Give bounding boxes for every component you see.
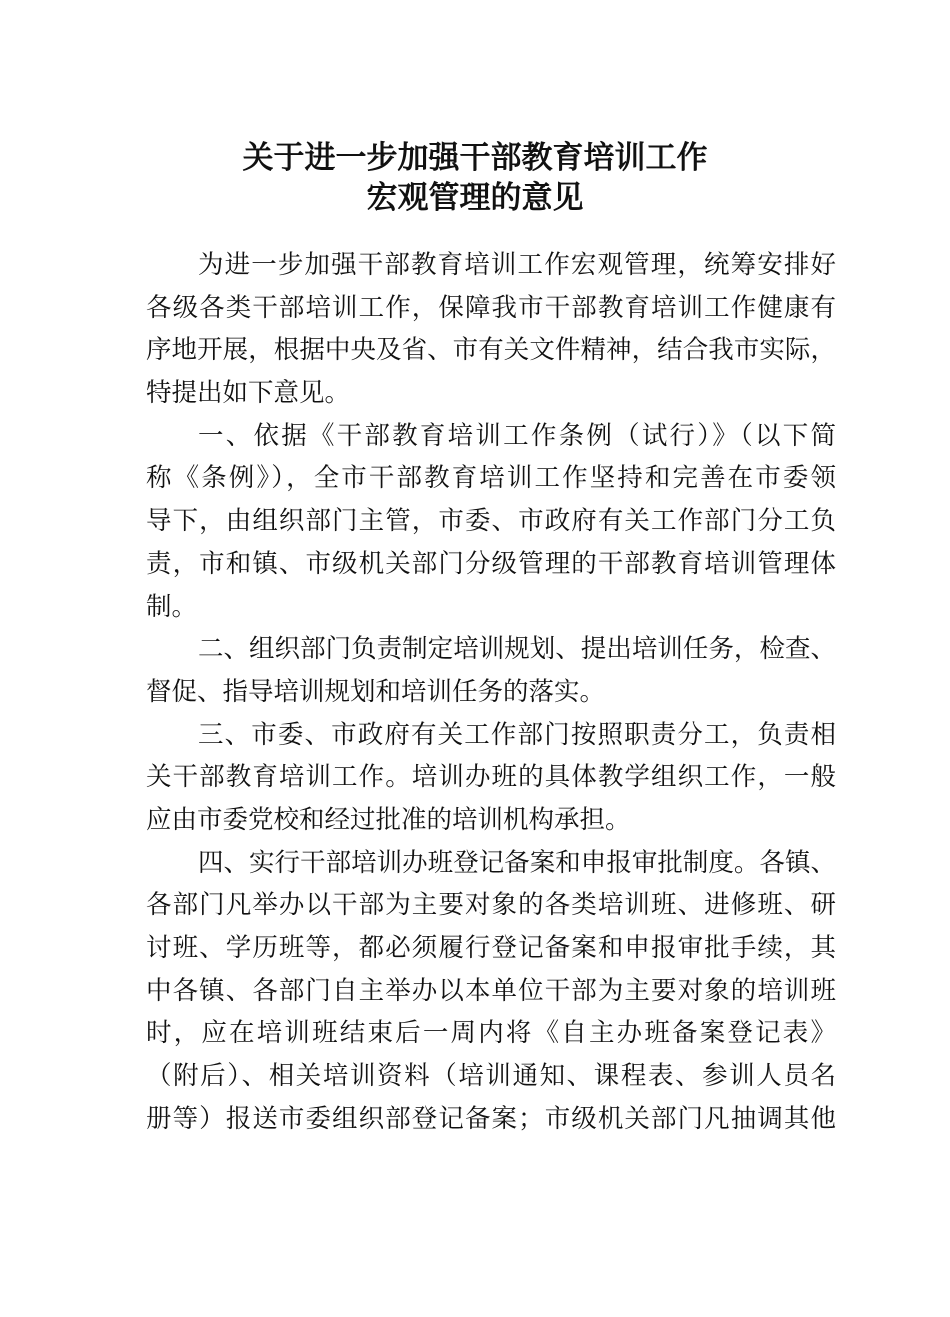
paragraph-intro-line-3: 序地开展，根据中央及省、市有关文件精神，结合我市实际， xyxy=(146,335,836,366)
paragraph-3-line-3: 应由市委党校和经过批准的培训机构承担。 xyxy=(146,804,631,835)
paragraph-4-line-3: 讨班、学历班等，都必须履行登记备案和申报审批手续，其 xyxy=(146,933,836,963)
paragraph-4-line-6: （附后）、相关培训资料（培训通知、课程表、参训人员名 xyxy=(146,1061,836,1092)
document-body xyxy=(146,244,836,1140)
paragraph-4-line-7: 册等）报送市委组织部登记备案；市级机关部门凡抽调其他 xyxy=(146,1103,836,1134)
title-line-1: 关于进一步加强干部教育培训工作 xyxy=(242,140,708,176)
paragraph-1-line-5: 制。 xyxy=(146,591,198,622)
paragraph-intro-line-2: 各级各类干部培训工作，保障我市干部教育培训工作健康有 xyxy=(146,292,836,323)
paragraph-4-line-4: 中各镇、各部门自主举办以本单位干部为主要对象的培训班 xyxy=(146,975,836,1006)
paragraph-intro-line-1: 为进一步加强干部教育培训工作宏观管理，统筹安排好 xyxy=(198,250,836,280)
paragraph-4-line-5: 时，应在培训班结束后一周内将《自主办班备案登记表》 xyxy=(146,1018,836,1049)
paragraph-1-line-3: 导下，由组织部门主管，市委、市政府有关工作部门分工负 xyxy=(146,506,836,537)
paragraph-2-line-1: 二、组织部门负责制定培训规划、提出培训任务，检查、 xyxy=(198,634,836,665)
paragraph-1-line-2: 称《条例》），全市干部教育培训工作坚持和完善在市委领 xyxy=(146,463,836,494)
paragraph-1-line-1: 一、依据《干部教育培训工作条例（试行）》（以下简 xyxy=(198,420,836,451)
paragraph-intro-line-4: 特提出如下意见。 xyxy=(146,378,351,409)
paragraph-3-line-1: 三、市委、市政府有关工作部门按照职责分工，负责相 xyxy=(198,719,836,750)
document-title xyxy=(0,138,950,218)
paragraph-2-line-2: 督促、指导培训规划和培训任务的落实。 xyxy=(146,676,606,707)
paragraph-1-line-4: 责，市和镇、市级机关部门分级管理的干部教育培训管理体 xyxy=(146,548,836,579)
paragraph-4-line-2: 各部门凡举办以干部为主要对象的各类培训班、进修班、研 xyxy=(146,890,836,921)
paragraph-4-line-1: 四、实行干部培训办班登记备案和申报审批制度。各镇、 xyxy=(198,847,836,878)
paragraph-3-line-2: 关干部教育培训工作。培训办班的具体教学组织工作，一般 xyxy=(146,762,836,793)
title-line-2: 宏观管理的意见 xyxy=(366,180,584,216)
